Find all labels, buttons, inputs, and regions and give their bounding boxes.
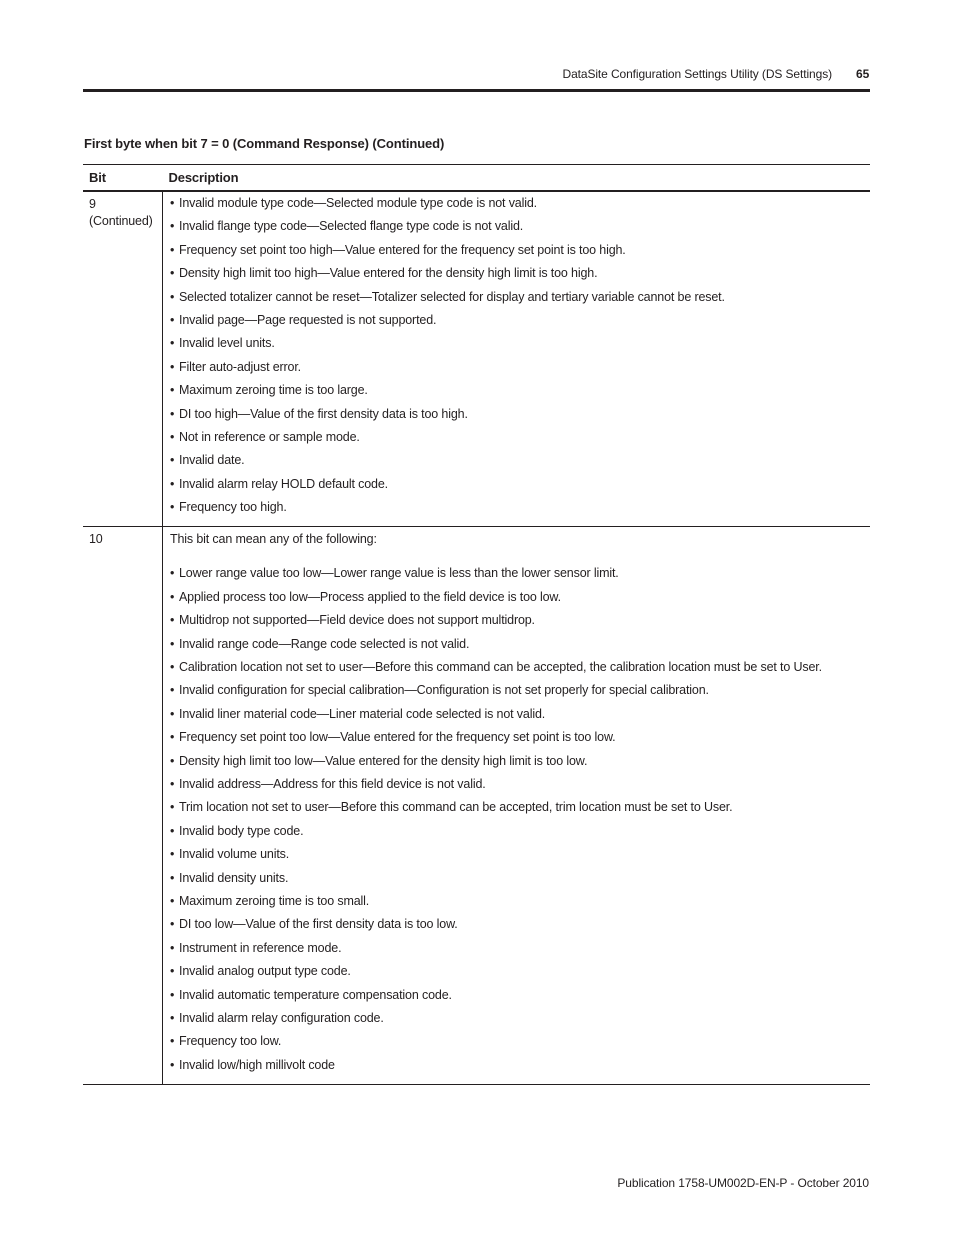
header-rule <box>83 89 870 92</box>
list-item-text: Invalid liner material code—Liner material code selected is not valid. <box>179 706 546 721</box>
list-item-text: Multidrop not supported—Field device does not support multidrop. <box>179 613 535 628</box>
list-item <box>170 218 870 241</box>
table-row <box>83 191 870 527</box>
list-item <box>170 823 870 846</box>
list-item-text: Invalid flange type code—Selected flange type code is not valid. <box>179 219 524 234</box>
table-header-row <box>83 165 870 192</box>
bullet-icon: • <box>170 383 175 398</box>
table-body <box>83 191 870 1085</box>
list-item-text: Invalid body type code. <box>179 823 304 838</box>
bullet-icon: • <box>170 566 175 581</box>
list-item-text: Frequency set point too low—Value entered for the frequency set point is too low. <box>179 730 616 745</box>
bullet-icon: • <box>170 683 175 698</box>
list-item <box>170 1057 870 1080</box>
bullet-icon: • <box>170 987 175 1002</box>
list-item <box>170 636 870 659</box>
list-item-text: Invalid volume units. <box>179 847 290 862</box>
bullet-icon: • <box>170 196 175 210</box>
bullet-icon: • <box>170 753 175 768</box>
list-item <box>170 940 870 963</box>
list-item-text: Invalid configuration for special calibration—Configuration is not set properly for special calibration. <box>179 683 709 698</box>
bullet-icon: • <box>170 636 175 651</box>
bullet-icon: • <box>170 893 175 908</box>
bullet-icon: • <box>170 940 175 955</box>
bullet-icon: • <box>170 453 175 468</box>
list-item-text: DI too low—Value of the first density data is too low. <box>179 917 458 932</box>
list-item-text: Invalid page—Page requested is not supported. <box>179 312 437 327</box>
bit-value: 9 <box>89 197 96 211</box>
list-item <box>170 265 870 288</box>
bullet-icon: • <box>170 800 175 815</box>
publication-footer: Publication 1758-UM002D-EN-P - October 2010 <box>617 1176 869 1190</box>
list-item <box>170 359 870 382</box>
list-item <box>170 589 870 612</box>
running-header: DataSite Configuration Settings Utility (DS Settings) <box>562 67 832 81</box>
list-item <box>170 1010 870 1033</box>
list-item-text: Invalid density units. <box>179 870 289 885</box>
bullet-icon: • <box>170 1010 175 1025</box>
bullet-icon: • <box>170 242 175 257</box>
bullet-icon: • <box>170 917 175 932</box>
bullet-icon: • <box>170 1057 175 1072</box>
list-item <box>170 916 870 939</box>
bullet-icon: • <box>170 476 175 491</box>
list-item-text: Invalid module type code—Selected module type code is not valid. <box>179 196 537 210</box>
list-item <box>170 893 870 916</box>
list-item <box>170 659 870 682</box>
table-title: First byte when bit 7 = 0 (Command Response) (Continued) <box>84 136 445 151</box>
list-item-text: Frequency too low. <box>179 1034 282 1049</box>
list-item-text: Not in reference or sample mode. <box>179 429 360 444</box>
list-item-text: Invalid date. <box>179 453 245 468</box>
list-item <box>170 753 870 776</box>
list-item <box>170 1033 870 1056</box>
list-item <box>170 729 870 752</box>
list-item-text: Density high limit too low—Value entered for the density high limit is too low. <box>179 753 588 768</box>
list-item <box>170 476 870 499</box>
description-intro: This bit can mean any of the following: <box>170 532 377 547</box>
bullet-icon: • <box>170 500 175 515</box>
list-item-text: Calibration location not set to user—Before this command can be accepted, the calibration location must be set to User. <box>179 660 822 675</box>
description-cell <box>163 527 871 1085</box>
list-item-text: Invalid address—Address for this field device is not valid. <box>179 776 486 791</box>
bit-cell <box>83 527 163 1085</box>
bullet-icon: • <box>170 964 175 979</box>
bit-value: 10 <box>89 532 103 547</box>
list-item-text: Trim location not set to user—Before this command can be accepted, trim location must be set to User. <box>179 800 733 815</box>
list-item-text: Filter auto-adjust error. <box>179 359 301 374</box>
list-item <box>170 242 870 265</box>
list-item <box>170 565 870 588</box>
list-item <box>170 195 870 218</box>
list-item <box>170 870 870 893</box>
list-item-text: DI too high—Value of the first density data is too high. <box>179 406 468 421</box>
list-item-text: Invalid low/high millivolt code <box>179 1057 335 1072</box>
bullet-icon: • <box>170 847 175 862</box>
list-item <box>170 499 870 522</box>
bullet-icon: • <box>170 613 175 628</box>
table-row <box>83 527 870 1085</box>
list-item <box>170 776 870 799</box>
list-item-text: Applied process too low—Process applied to the field device is too low. <box>179 589 561 604</box>
column-header-bit: Bit <box>83 165 163 192</box>
list-item <box>170 406 870 429</box>
bullet-icon: • <box>170 429 175 444</box>
list-item-text: Instrument in reference mode. <box>179 940 342 955</box>
bullet-icon: • <box>170 823 175 838</box>
list-item-text: Invalid range code—Range code selected is not valid. <box>179 636 470 651</box>
column-header-description: Description <box>163 165 871 192</box>
bullet-icon: • <box>170 730 175 745</box>
list-item-text: Invalid alarm relay HOLD default code. <box>179 476 388 491</box>
bullet-icon: • <box>170 336 175 351</box>
list-item <box>170 382 870 405</box>
bullet-icon: • <box>170 870 175 885</box>
page-number: 65 <box>856 67 870 81</box>
bullet-icon: • <box>170 312 175 327</box>
bit-note: (Continued) <box>89 214 153 228</box>
list-item <box>170 846 870 869</box>
list-item-text: Invalid level units. <box>179 336 275 351</box>
bullet-icon: • <box>170 1034 175 1049</box>
list-item <box>170 289 870 312</box>
list-item-text: Frequency too high. <box>179 500 287 515</box>
description-cell <box>163 191 871 527</box>
bullet-icon: • <box>170 219 175 234</box>
list-item-text: Density high limit too high—Value entered for the density high limit is too high. <box>179 266 598 281</box>
list-item-text: Invalid automatic temperature compensation code. <box>179 987 452 1002</box>
list-item <box>170 335 870 358</box>
bit-cell <box>83 191 163 527</box>
list-item-text: Lower range value too low—Lower range value is less than the lower sensor limit. <box>179 566 619 581</box>
list-item <box>170 429 870 452</box>
bullet-icon: • <box>170 589 175 604</box>
list-item <box>170 612 870 635</box>
list-item <box>170 987 870 1010</box>
bullet-icon: • <box>170 289 175 304</box>
bullet-icon: • <box>170 706 175 721</box>
bullet-icon: • <box>170 359 175 374</box>
list-item-text: Maximum zeroing time is too small. <box>179 893 370 908</box>
list-item <box>170 799 870 822</box>
bit-description-table <box>83 164 870 1085</box>
bullet-icon: • <box>170 406 175 421</box>
list-item-text: Maximum zeroing time is too large. <box>179 383 368 398</box>
list-item-text: Invalid alarm relay configuration code. <box>179 1010 384 1025</box>
list-item <box>170 682 870 705</box>
bullet-icon: • <box>170 266 175 281</box>
list-item-text: Frequency set point too high—Value entered for the frequency set point is too high. <box>179 242 626 257</box>
list-item-text: Selected totalizer cannot be reset—Totalizer selected for display and tertiary variable cannot be reset. <box>179 289 725 304</box>
list-item <box>170 452 870 475</box>
list-item <box>170 963 870 986</box>
bullet-icon: • <box>170 776 175 791</box>
list-item-text: Invalid analog output type code. <box>179 964 351 979</box>
list-item <box>170 312 870 335</box>
bullet-icon: • <box>170 660 175 675</box>
list-item <box>170 706 870 729</box>
